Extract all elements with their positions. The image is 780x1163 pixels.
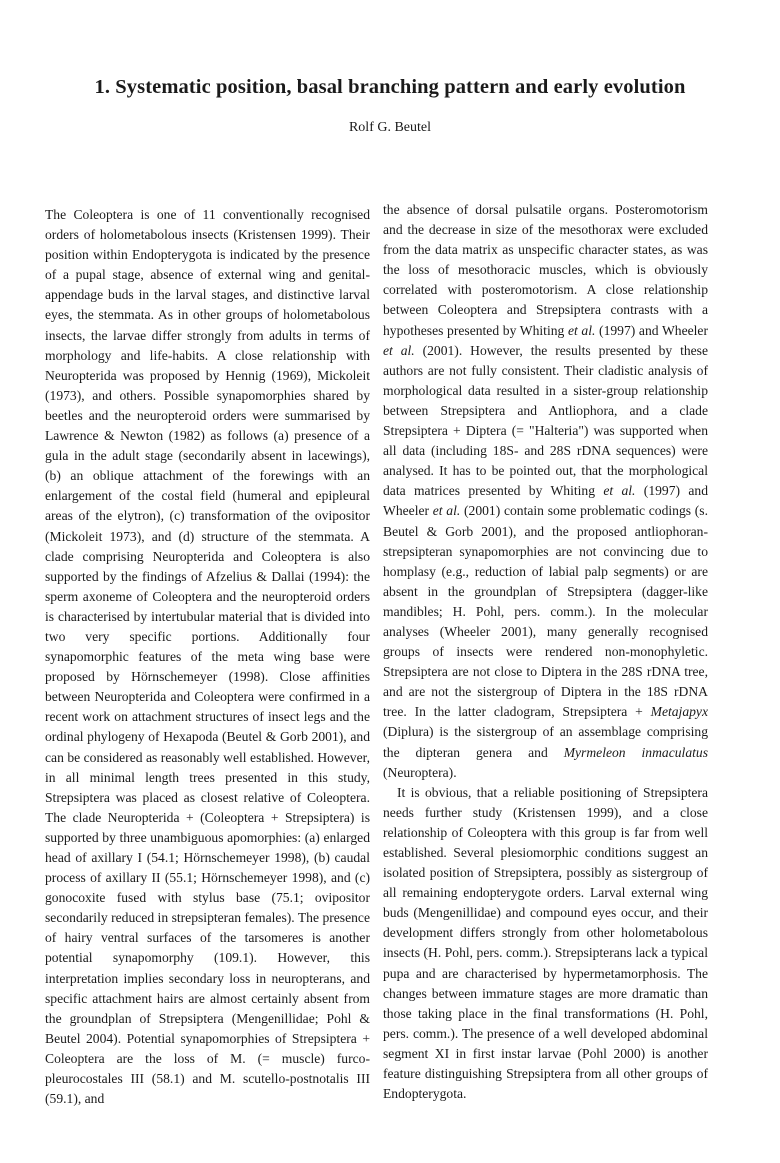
paragraph-continuation — [383, 200, 708, 783]
et-al: et al. — [603, 483, 636, 499]
paragraph-1: The Coleoptera is one of 11 conventionally recognised orders of holometabolous insects (Kristensen 1999). Their position within Endopterygota is indicated by the presence of a pupal stage, absence of external wing and genital-appendage buds in the larval stages, and distinctive larval eyes, the stemmata. As in other groups of holometabolous insects, the larvae differ strongly from adults in terms of morphology and life-habits. A close relationship with Neuropterida was proposed by Hennig (1969), Mickoleit (1973), and others. Possible synapomorphies shared by beetles and the neuropteroid orders were summarised by Lawrence & Newton (1982) as follows (a) presence of a gula in the adult stage (secondarily absent in lacewings), (b) an oblique attachment of the forewings with an enlargement of the costal field (humeral and epipleural areas of the elytron), (c) transformation of the ovipositor (Mickoleit 1973), and (d) structure of the stemmata. A clade comprising Neuropterida and Coleoptera is also supported by the findings of Afzelius & Dallai (1994): the sperm axoneme of Coleoptera and the neuropteroid orders is characterised by intertubular material that is divided into two very specific portions. Additionally four synapomorphic features of the meta wing base were proposed by Hörnschemeyer (1998). Close affinities between Neuropterida and Coleoptera were confirmed in a recent work on attachment structures of insect legs and the ordinal phylogeny of Hexapoda (Beutel & Gorb 2001), and can be considered as reasonably well established. However, in all minimal length trees presented in this study, Strepsiptera was placed as closest relative of Coleoptera. The clade Neuropterida + (Coleoptera + Strepsiptera) is supported by three unambiguous apomorphies: (a) enlarged head of axillary I (54.1; Hörnschemeyer 1998), (b) caudal process of axillary II (55.1; Hörnschemeyer 1998), and (c) gonocoxite fused with stylus base (75.1; ovipositor secondarily reduced in strepsipteran females). The presence of hairy ventral surfaces of the tarsomeres is another potential synapomorphy (109.1). However, this interpretation implies secondary loss in neuropterans, and specific attachment hairs are almost certainly absent from the groundplan of Strepsiptera (Mengenillidae; Pohl & Beutel 2004). Potential synapomorphies of Strepsiptera + Coleoptera are the loss of M. (= muscle) furco-pleurocostales III (58.1) and M. scutello-postnotalis III (59.1), and — [45, 207, 370, 1107]
text-run: (Diplura) is the sistergroup of an assemblage comprising the dipteran genera and — [383, 724, 708, 760]
text-run: (1997) and Wheeler — [595, 322, 708, 338]
paragraph-2: It is obvious, that a reliable positioning of Strepsiptera needs further study (Kristensen 1999), and a close relationship of Coleoptera with this group is far from well established. Several plesiomorphic conditions suggest an isolated position of Strepsiptera, possibly as sistergroup of all remaining endopterygote orders. Larval external wing buds (Mengenillidae) and compound eyes occur, and their development differs strongly from other holometabolous insects (H. Pohl, pers. comm.). Strepsipterans lack a typical pupa and are characterised by hypermetamorphosis. The changes between immature stages are more dramatic than those taking place in the final transformations (H. Pohl, pers. comm.). The presence of a well developed abdominal segment XI in first instar larvae (Pohl 2000) is another feature distinguishing Strepsiptera from all other groups of Endopterygota. — [383, 784, 708, 1102]
text-run: the absence of dorsal pulsatile organs. Posteromotorism and the decrease in size of the mesothorax were excluded from the data matrix as unspecific character states, as was the loss of mesothoracic muscles, which is obviously correlated with posteromotorism. A close relationship between Coleoptera and Strepsiptera contrasts with a hypotheses presented by Whiting — [383, 202, 708, 338]
text-run: (Neuroptera). — [383, 764, 457, 780]
et-al: et al. — [383, 342, 415, 358]
text-run: (1997) and Wheeler — [383, 483, 709, 519]
text-run: (2001). However, the results presented by these authors are not fully consistent. Their cladistic analysis of morphological data resulted in a sister-group relationship between Strepsiptera and Antliophora, and a clade Strepsiptera + Diptera (= "Halteria") was supported when all data (including 18S- and 28S rDNA sequences) were analysed. It has to be pointed out, that the morphological data matrices presented by Whiting — [383, 342, 708, 499]
right-column — [383, 200, 708, 1104]
author-name: Rolf G. Beutel — [348, 120, 432, 135]
et-al: et al. — [567, 322, 596, 338]
text-run: (2001) contain some problematic codings (s. Beutel & Gorb 2001), and the proposed antliophoran-strepsipteran synapomorphies are not convincing due to homplasy (e.g., reduction of labial palp segments) or are absent in the groundplan of Strepsiptera (dagger-like mandibles; H. Pohl, pers. comm.). In the molecular analyses (Wheeler 2001), many generally recognised groups of insects were rendered non-monophyletic. Strepsiptera are not close to Diptera in the 28S rDNA tree, and are not the sistergroup of Diptera in the 18S rDNA tree. In the latter cladogram, Strepsiptera + — [383, 503, 709, 720]
taxon-name: Myrmeleon inmaculatus — [563, 744, 708, 760]
left-column — [45, 205, 370, 1109]
taxon-name: Metajapyx — [650, 704, 708, 720]
chapter-title: 1. Systematic position, basal branching pattern and early evolution — [94, 76, 686, 98]
et-al: et al. — [432, 503, 461, 519]
